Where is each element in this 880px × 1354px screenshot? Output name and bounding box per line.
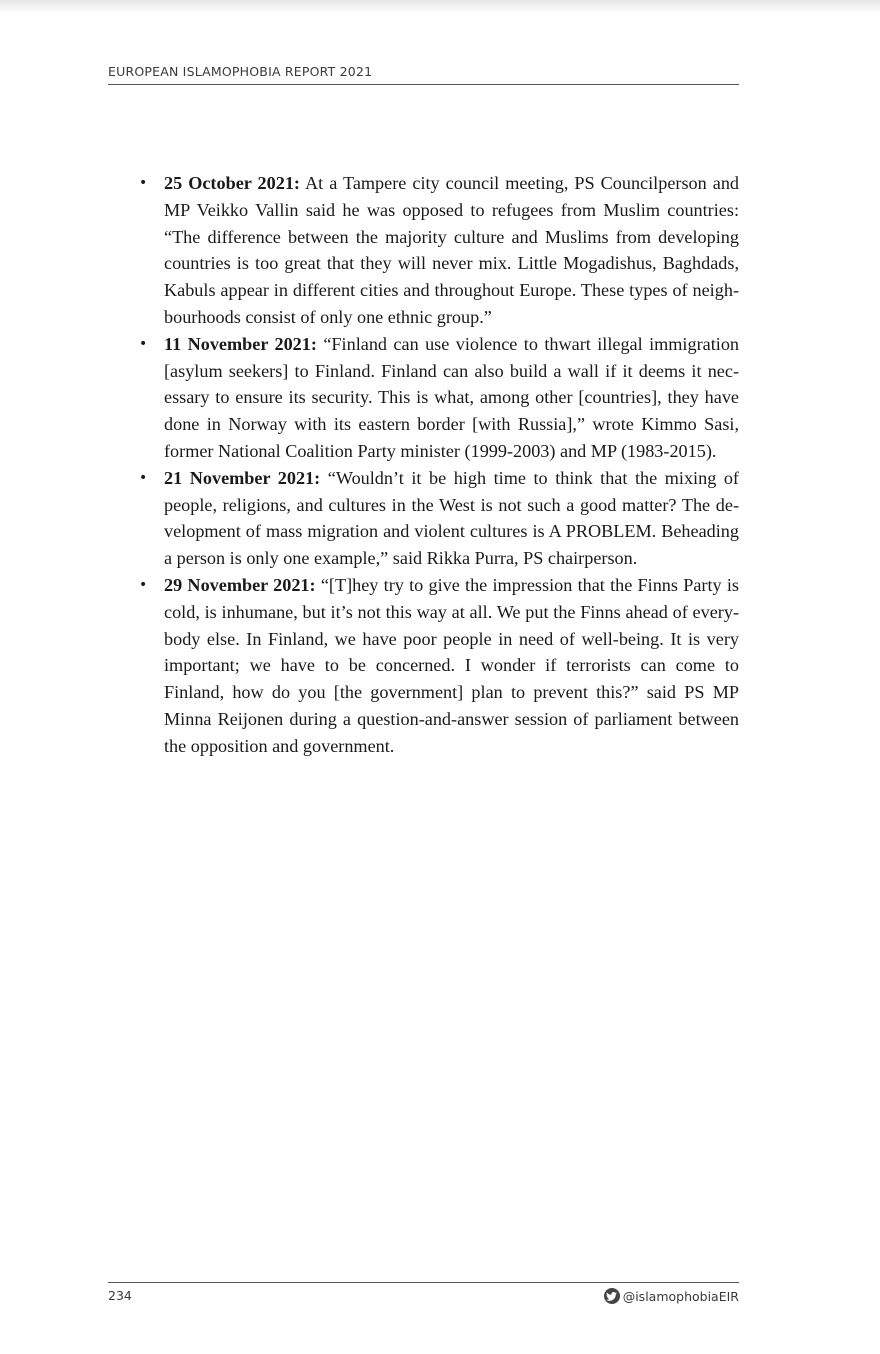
list-item	[137, 572, 739, 760]
entry-text: “Wouldn’t it be high time to think that the mixing of people, religions, and cultures in the West is not such a good matter? The development of mass migration and violent cultures is A PROBLEM. Beheading a person is only one example,” said Rikka Purra, PS chairperson.	[164, 467, 739, 569]
entry-date: 25 October 2021:	[164, 173, 300, 193]
bullet-icon: •	[139, 469, 148, 486]
entry-text: At a Tampere city council meeting, PS Councilperson and MP Veikko Vallin said he was opposed to refugees from Muslim countries: “The difference between the majority culture and Muslims from developing countries is too great that they will never mix. Little Mogadishus, Baghdads, Kabuls appear in different cities and throughout Europe. These types of neighbourhoods consist of only one ethnic group.”	[164, 173, 740, 327]
social-handle-link[interactable]	[604, 1288, 739, 1304]
entry-text: “[T]hey try to give the impression that the Finns Party is cold, is inhumane, but it’s not this way at all. We put the Finns ahead of everybody else. In Finland, we have poor people in need of well-being. It is very important; we have to be concerned. I wonder if terrorists can come to Finland, how do you [the government] plan to prevent this?” said PS MP Minna Reijonen during a question-and-answer session of parliament between the opposition and government.	[164, 574, 739, 756]
running-header: EUROPEAN ISLAMOPHOBIA REPORT 2021	[108, 64, 373, 79]
bullet-icon: •	[139, 175, 148, 191]
list-item	[137, 465, 739, 572]
entry-text: “Finland can use violence to thwart illegal immigration [asylum seekers] to Finland. Finland can also build a wall if it deems it necessary to ensure its security. This is what, among other [countries], they have done in Norway with its eastern border [with Russia],” wrote Kimmo Sasi, former National Coalition Party minister (1999-2003) and MP (1983-2015).	[164, 333, 740, 461]
entry-date: 11 November 2021:	[164, 333, 317, 354]
page-number: 234	[108, 1288, 132, 1303]
entry-date: 21 November 2021:	[164, 467, 321, 488]
page-top-shadow	[0, 0, 880, 14]
bullet-icon: •	[139, 576, 148, 593]
bullet-icon: •	[139, 335, 148, 352]
list-item	[137, 331, 739, 465]
footer-rule	[108, 1282, 739, 1283]
entry-list	[137, 170, 739, 760]
list-item	[137, 170, 739, 331]
social-handle-text: @islamophobiaEIR	[622, 1288, 739, 1304]
entry-date: 29 November 2021:	[164, 574, 316, 595]
header-rule	[108, 84, 739, 85]
twitter-bird-icon	[604, 1288, 620, 1304]
